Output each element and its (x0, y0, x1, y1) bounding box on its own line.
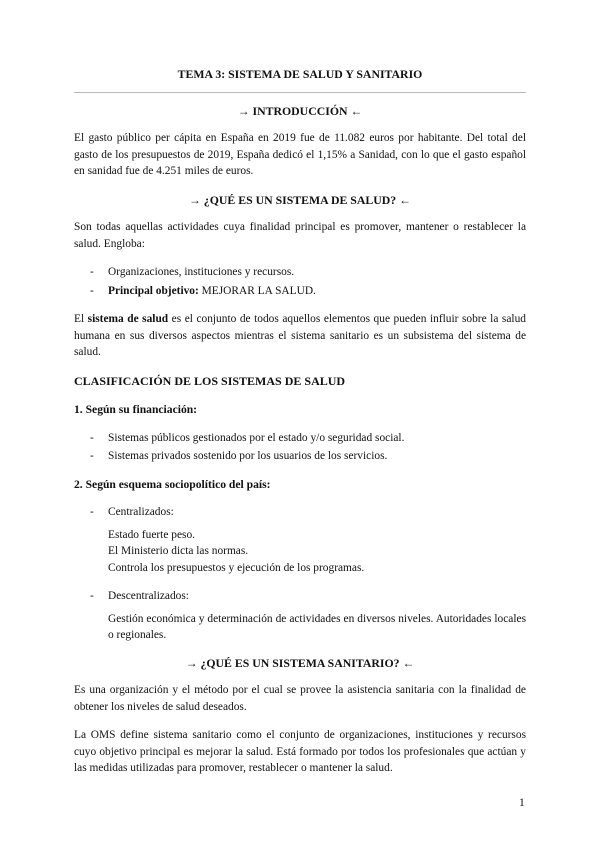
financiacion-heading: 1. Según su financiación: (74, 403, 198, 416)
sistema-sanitario-paragraph-1: Es una organización y el método por el cual se provee la asistencia sanitaria con la finalidad de obtener los niveles de salud deseados. (74, 684, 526, 713)
sociopolitico-heading: 2. Según esquema sociopolítico del país: (74, 477, 271, 491)
descentralizados-label: Descentralizados: (108, 590, 189, 602)
definition-term: sistema de salud (87, 313, 169, 325)
definition-post: es el conjunto de todos aquellos elementos que pueden influir sobre la salud humana en sus diversos aspectos mientras el sistema sanitario es un subsistema del sistema de salud. (74, 313, 526, 358)
item-bold-label: Principal objetivo: (108, 284, 199, 297)
centralizados-label: Centralizados: (108, 506, 174, 518)
list-item (74, 264, 526, 281)
list-item (74, 283, 526, 300)
list-item-descentralizados (74, 588, 526, 605)
dash-bullet: - (90, 506, 94, 518)
document-title: TEMA 3: SISTEMA DE SALUD Y SANITARIO (177, 67, 423, 81)
detail-line: El Ministerio dicta las normas. (108, 545, 249, 557)
item-text: MEJORAR LA SALUD. (198, 284, 316, 297)
dash-bullet: - (90, 590, 94, 602)
definition-pre: El (74, 313, 88, 325)
engloba-list (74, 264, 526, 299)
section-heading-introduccion: → INTRODUCCIÓN ← (237, 103, 363, 118)
sistema-sanitario-paragraph-2: La OMS define sistema sanitario como el conjunto de organizaciones, instituciones y recursos cuyo objetivo principal es mejorar la salud. Está formado por todos los profesionales que actúan y las medidas utilizadas para promover, restablecer o mantener la salud. (74, 729, 526, 774)
sociopolitico-list (74, 504, 526, 521)
section-heading-sistema-salud: → ¿QUÉ ES UN SISTEMA DE SALUD? ← (189, 192, 411, 207)
detail-line: Estado fuerte peso. (108, 528, 195, 541)
title-divider (74, 92, 526, 93)
intro-paragraph: El gasto público per cápita en España en 2019 fue de 11.082 euros por habitante. Del total del gasto de los presupuestos de 2019, España dedicó el 1,15% a Sanidad, con lo que el gasto español en sanidad fue de 4.251 miles de euros. (74, 132, 526, 177)
item-text: Sistemas públicos gestionados por el estado y/o seguridad social. (108, 431, 405, 444)
financiacion-list (74, 430, 526, 465)
dash-bullet: - (90, 450, 94, 462)
list-item (74, 448, 526, 465)
clasificacion-heading: CLASIFICACIÓN DE LOS SISTEMAS DE SALUD (74, 373, 346, 388)
detail-line: Controla los presupuestos y ejecución de los programas. (108, 561, 365, 574)
sociopolitico-list-2 (74, 588, 526, 605)
page-content (74, 66, 526, 789)
item-text: Sistemas privados sostenido por los usuarios de los servicios. (108, 450, 388, 462)
list-item (74, 430, 526, 447)
centralizados-details (74, 527, 526, 577)
dash-bullet: - (90, 284, 94, 297)
list-item-centralizados (74, 504, 526, 521)
section-heading-sistema-sanitario: → ¿QUÉ ES UN SISTEMA SANITARIO? ← (185, 655, 415, 670)
detail-paragraph: Gestión económica y determinación de actividades en diversos niveles. Autoridades locales o regionales. (108, 612, 526, 641)
sistema-salud-paragraph: Son todas aquellas actividades cuya finalidad principal es promover, mantener o restablecer la salud. Engloba: (74, 221, 526, 250)
page-number: 1 (519, 797, 525, 809)
descentralizados-details (74, 611, 526, 644)
dash-bullet: - (90, 431, 94, 444)
sistema-salud-definition (74, 311, 526, 361)
item-text: Organizaciones, instituciones y recursos. (108, 266, 295, 278)
dash-bullet: - (90, 266, 94, 278)
